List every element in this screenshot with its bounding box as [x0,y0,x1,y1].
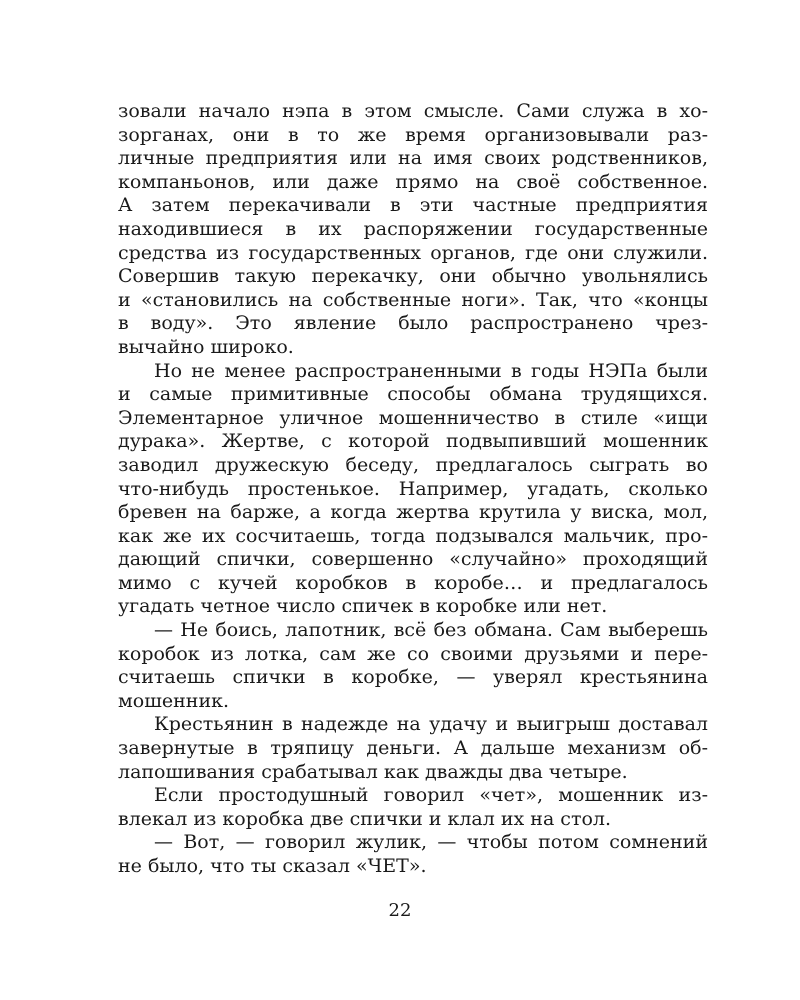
text-line: что-нибудь простенькое. Например, угадать, сколько [118,477,708,500]
text-line: не было, что ты сказал «ЧЕТ». [118,855,427,877]
text-line: А затем перекачивали в эти частные предприятия [118,194,708,217]
paragraph [118,619,708,713]
text-line: считаешь спички в коробке, — уверял крестьянина [118,666,708,689]
text-line: и «становились на собственные ноги». Так, что «концы [118,288,708,311]
text-line: Но не менее распространенными в годы НЭПа были [154,359,708,382]
text-line: зорганах, они в то же время организовывали раз- [118,123,708,146]
text-line: заводил дружескую беседу, предлагалось сыграть во [118,453,708,476]
text-line: как же их сосчитаешь, тогда подзывался мальчик, про- [118,524,708,547]
text-line: мимо с кучей коробков в коробе… и предлагалось [118,571,708,594]
body-text [118,100,708,879]
text-line: дающий спички, совершенно «случайно» проходящий [118,548,708,571]
text-line: Если простодушный говорил «чет», мошенник из- [154,784,708,807]
text-line: и самые примитивные способы обмана трудящихся. [118,383,708,406]
text-line: дурака». Жертве, с которой подвыпивший мошенник [118,430,708,453]
text-line: в воду». Это явление было распространено чрез- [118,312,708,335]
text-line: лапошивания срабатывал как дважды два четыре. [118,760,628,783]
text-line: мошенник. [118,689,230,712]
text-line: бревен на барже, а когда жертва крутила у виска, мол, [118,501,708,524]
paragraph [118,713,708,784]
paragraph [118,100,708,360]
text-line: Элементарное уличное мошенничество в стиле «ищи [118,406,708,429]
text-line: компаньонов, или даже прямо на своё собственное. [118,170,708,193]
paragraph [118,360,708,620]
text-line: средства из государственных органов, где они служили. [118,241,708,264]
text-line: влекал из коробка две спички и клал их на стол. [118,807,612,830]
text-line: зовали начало нэпа в этом смысле. Сами служа в хо- [118,100,708,122]
text-line: личные предприятия или на имя своих родственников, [118,147,708,170]
text-line: Крестьянин в надежде на удачу и выигрыш доставал [154,713,708,736]
text-line: завернутые в тряпицу деньги. А дальше механизм об- [118,737,708,760]
paragraph [118,831,708,878]
text-line: угадать четное число спичек в коробке или нет. [118,595,608,618]
text-line: Совершив такую перекачку, они обычно увольнялись [118,265,708,288]
text-line: вычайно широко. [118,335,294,358]
paragraph [118,784,708,831]
text-line: коробок из лотка, сам же со своими друзьями и пере- [118,642,708,665]
page-number: 22 [388,900,412,921]
text-line: — Вот, — говорил жулик, — чтобы потом сомнений [154,831,708,854]
text-line: — Не боись, лапотник, всё без обмана. Сам выберешь [154,619,708,642]
text-line: находившиеся в их распоряжении государственные [118,217,708,240]
